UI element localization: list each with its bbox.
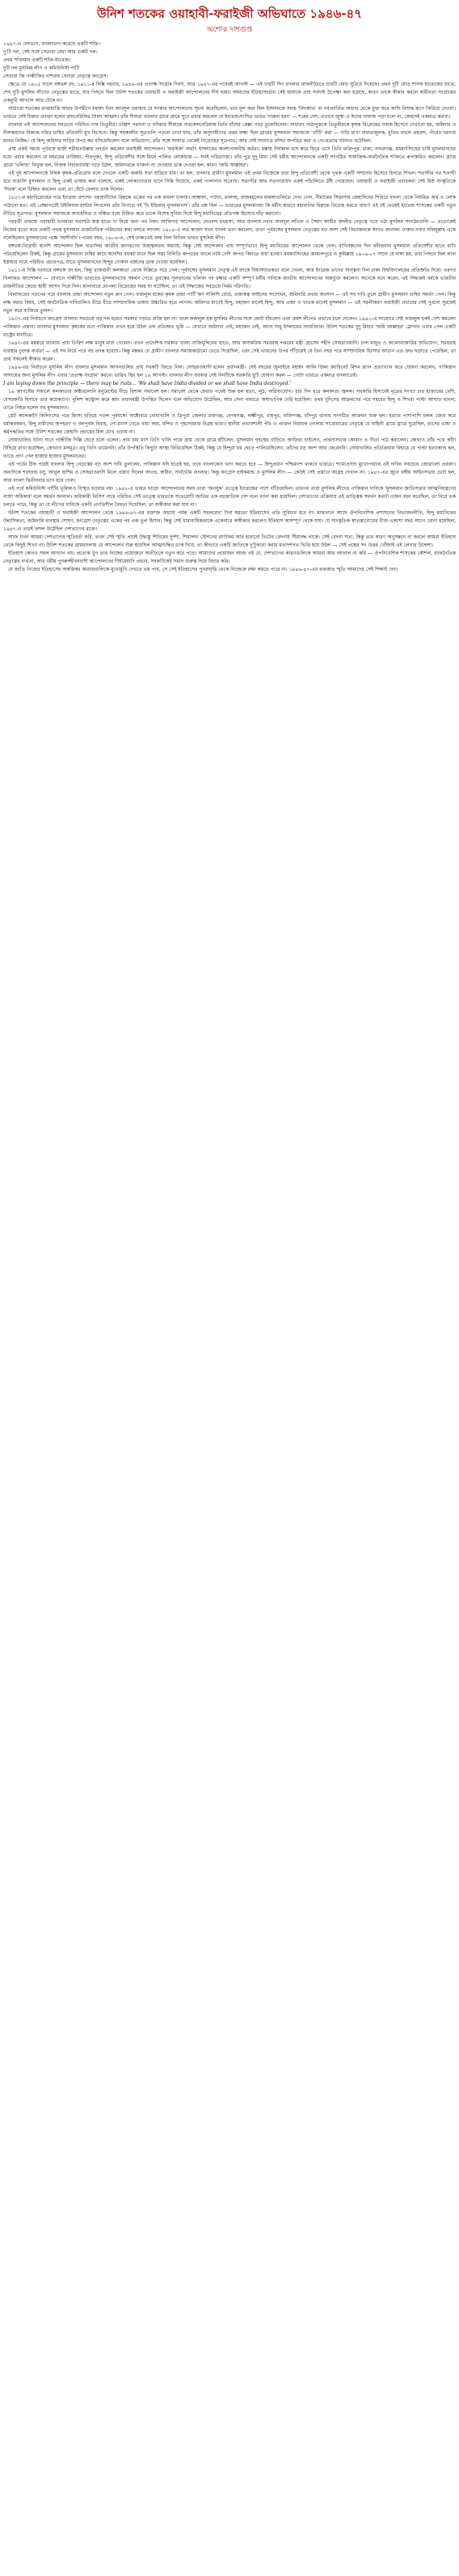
english-quote: I am laying down the principle — there may be riots... 'We shall have India divided or we shall have India destroyed.' xyxy=(3,381,292,386)
closing-paragraph: ইতিহাস কোনও সরল আখ্যান নয়। প্রত্যেক যুগ তার নিজের প্রয়োজনে অতীতকে নতুন করে পড়ে। আমাদের প্রয়োজন আজ এই যে, দেশভাগের কারণগুলিকে আমরা আর আড়াল না করি — ঔপনিবেশিক শাসকের কৌশল, রাজনৈতিক নেতৃত্বের ব্যর্থতা, আর ধর্মীয় পুনরুজ্জীবনবাদী আন্দোলনের দীর্ঘমেয়াদি প্রভাব, সবকটিকেই সমান গুরুত্ব দিয়ে বিচার করি। xyxy=(3,551,456,564)
body-paragraph: খিলাফতের পতনের পরে বাংলায় প্রজা আন্দোলন নতুন রূপ পেল। ফজলুল হকের কৃষক প্রজা পার্টি ঋণ সালিশি বোর্ড, প্রজাস্বত্ব আইনের সংশোধন, জমিদারি প্রথার অবসান — এই সব দাবি তুলে গ্রামীণ মুসলমান চাষির সমর্থন পেল। কিন্তু লক্ষ করার বিষয়, সেই অর্থনৈতিক দাবিগুলিও ধীরে ধীরে সাম্প্রদায়িক ভাষায় উচ্চারিত হতে লাগল। জমিদার মানেই হিন্দু, মহাজন মানেই হিন্দু, আর প্রজা ও খাতক মানেই মুসলমান — এই সরলীকরণ ফরাইজী প্রচারের সেই পুরনো সুরকেই নতুন করে বাজিয়ে তুলল। xyxy=(3,292,456,314)
body-paragraph: আঠারো শতকের মাঝামাঝি আরব উপদ্বীপে মহম্মদ ইবন আবদুল ওয়াহাব যে সংস্কার আন্দোলনের সূচনা করেছিলেন, তার মূল কথা ছিল ইসলামকে সমস্ত 'বিদআত' বা নবপ্রবর্তিত আচার থেকে মুক্ত করে আদি বিশুদ্ধ রূপে ফিরিয়ে নেওয়া। ভারতে সেই চিন্তার প্রবক্তা হলেন রায়বেরিলির সৈয়দ আহমদ। তাঁর শিষ্যরা বাংলার গ্রামে গ্রামে ঘুরে প্রচার করলেন যে ইংরেজ-শাসিত ভারত 'দারুল হরব' — শত্রুর দেশ; এখানে জুম্মা ও ঈদের নামাজ পড়া চলে না, জেহাদই একমাত্র কর্তব্য। xyxy=(3,106,456,120)
body-paragraph: প্রায় একই সময়ে পূর্ববঙ্গে হাজী শরীয়তউল্লাহ প্রবর্তন করলেন ফরাইজী আন্দোলন। 'ফরাইজ' অর্থাৎ ইসলামের অবশ্যপালনীয় কর্তব্য। মক্কায় দীর্ঘকাল বাস করে ফিরে এসে তিনি ফরিদপুর, ঢাকা, বাখরগঞ্জ, ময়মনসিংহের চাষি মুসলমানদের মধ্যে প্রচার করলেন যে মহরমের তাজিয়া, পীরপূজা, হিন্দু প্রতিবেশীর সঙ্গে মিলে পালিত লোকাচার — সবই পরিত্যাজ্য। তাঁর পুত্র দুদু মিয়া সেই ধর্মীয় আন্দোলনকে একটি সংগঠিত সামাজিক-অর্থনৈতিক শক্তিতে রূপান্তরিত করলেন। গ্রামে গ্রামে 'খলিফা' নিযুক্ত হল, নিজস্ব বিচারব্যবস্থা গড়ে উঠল, জমিদারকে খাজনা না দেওয়ার ডাক দেওয়া হল, কারণ 'জমি আল্লাহর'। xyxy=(3,146,456,168)
body-paragraph: ১৯৩৭-এর নির্বাচনে কংগ্রেস বাংলায় সবচেয়ে বড় দল হয়েও সরকার গড়তে রাজি হল না। ফলে ফজলুল হক মুসলিম লীগের সঙ্গে জোট বাঁধলেন এবং ক্রমশ লীগের প্রভাবে চলে গেলেন। ১৯৪০-এ লাহোরে সেই ফজলুল হকই পেশ করলেন পাকিস্তান প্রস্তাব। বাংলার মুসলমান কৃষকের মনে পাকিস্তান তখন হয়ে উঠল এক প্রতিশ্রুত ভূমি — যেখানে জমিদার নেই, মহাজন নেই, আছে শুধু ইসলামের ন্যায়বিচার। উনিশ শতকের দুদু মিয়ার 'জমি আল্লাহর' স্লোগান এবার পেল একটি রাষ্ট্রের মানচিত্র। xyxy=(3,316,456,338)
article-body xyxy=(3,40,456,574)
body-paragraph: এই পর্বে কমিউনিস্ট পার্টির ভূমিকাও বিস্মৃত হওয়ার নয়। ১৯৪২-এ ভারত ছাড়ো আন্দোলনের সময় তারা 'জনযুদ্ধ' তত্ত্বে ইংরেজের পাশে দাঁড়িয়েছিল। তারপর তারা মুসলিম লীগের পাকিস্তান দাবিকে 'মুসলমান জাতিসত্তার আত্মনিয়ন্ত্রণের ন্যায্য অধিকার' বলে সমর্থন জানাল। অধিকারী থিসিস নামে পরিচিত সেই তত্ত্বে ভারতকে সতেরোটি জাতির এক বহুজাতিক দেশ বলে বর্ণনা করা হয়েছিল। দেশভাগের প্রক্রিয়ায় এই তাত্ত্বিক সমর্থন কতটা ওজন বহন করেছিল, তা নিয়ে তর্ক চলতে পারে, কিন্তু তা যে লীগের দাবিকে একটি প্রগতিশীল বৈধতা দিয়েছিল, তা অস্বীকার করা যায় না। xyxy=(3,486,456,508)
body-paragraph: এই দুই আন্দোলনকে নিছক কৃষক-প্রতিরোধ বলে দেখলে একটি জরুরি সত্য হারিয়ে যায়। তা হল, বাংলার গ্রামীণ মুসলমান এই প্রথম নিজেকে তার হিন্দু প্রতিবেশী থেকে পৃথক একটি সম্প্রদায় হিসেবে চিনতে শিখল। শতাব্দীর পর শতাব্দী ধরে বাঙালি মুসলমান ও হিন্দু একই ভাষায় কথা বলেছে, একই লোকদেবতার থানে সিন্নি দিয়েছে, একই পালাগান শুনেছে। সত্যপীর আর সত্যনারায়ণ একই পাঁচালিতে ঠাঁই পেয়েছেন। ওয়াহাবী ও ফরাইজী প্রচারকরা সেই মিশ্র সংস্কৃতিকে 'শিরক' বলে চিহ্নিত করলেন এবং তা ছেঁটে ফেলার ডাক দিলেন। xyxy=(3,171,456,192)
body-paragraph: ১৯১১-য় দিল্লি দরবারে বঙ্গভঙ্গ রদ হল, কিন্তু রাজধানী কলকাতা থেকে দিল্লিতে সরে গেল। পূর্ববঙ্গের মুসলমান নেতৃত্ব এই রদকে বিশ্বাসঘাতকতা বলে দেখল, আর ইংরেজ তাদের সান্ত্বনা দিল ঢাকা বিশ্ববিদ্যালয়ের প্রতিশ্রুতি দিয়ে। এরপর খিলাফত আন্দোলন — যেখানে গান্ধীজি ভারতের মুসলমানদের সমর্থন পেতে তুরস্কের সুলতানের খলিফা পদ রক্ষার একটি সম্পূর্ণ ধর্মীয় দাবিকে জাতীয় আন্দোলনের অন্তর্ভুক্ত করলেন। অনেকে মনে করেন, এই সিদ্ধান্তই ধর্মকে ভারতীয় রাজনীতির কেন্দ্রে স্থায়ী আসন দিয়ে দিল। মালাবারে মোপলা বিদ্রোহের সময় যা ঘটেছিল, তা এই সিদ্ধান্তের সবচেয়ে নির্মম পরিণতি। xyxy=(3,268,456,289)
body-paragraph: ১৯৪৩-এর মন্বন্তরে বাংলায় প্রায় তিরিশ লক্ষ মানুষ মারা গেলেন। তখন প্রাদেশিক সরকার খাজা নাজিমুদ্দিনের হাতে, আর অসামরিক সরবরাহ দপ্তরের মন্ত্রী হোসেন শহীদ সোহরাওয়ার্দি। চাল মজুত ও কালোবাজারির অভিযোগ, সরবরাহ ব্যবস্থার চূড়ান্ত ব্যর্থতা — এই সব নিয়ে পরে বহু তদন্ত হয়েছে। কিন্তু মন্বন্তর যে গ্রামীণ বাংলার সমাজকাঠামো ভেঙে দিয়েছিল, এবং সেই ভাঙনের উপর দাঁড়িয়েই যে তিন বছর পরে সাম্প্রদায়িক হিংসার আগুন এত দ্রুত ছড়াতে পেরেছিল, তা প্রায় সকলেই স্বীকার করেন। xyxy=(3,340,456,362)
article-title: উনিশ শতকের ওয়াহাবী-ফরাইজী অভিঘাতে ১৯৪৬-৪৭ xyxy=(96,6,362,21)
epigraph-line: দুটি দল মুসলিম লীগ ও কমিউনিস্ট পার্টি xyxy=(3,65,80,71)
body-paragraph: উনিশ শতকের ওয়াহাবী ও ফরাইজী আন্দোলন থেকে ১৯৪৬-৪৭-এর রক্তাক্ত অধ্যায় পর্যন্ত একটি সরলরেখা টানা হয়তো ইতিহাসের প্রতি সুবিচার হবে না। মাঝখানে আছে ঔপনিবেশিক প্রশাসনের বিভাজননীতি, হিন্দু মধ্যবিত্তের উন্নাসিকতা, জমিদারি ব্যবস্থার শোষণ, কংগ্রেস নেতৃত্বের একের পর এক ভুল হিসাব। কিন্তু সেই ধারাবাহিকতাকে একেবারে অস্বীকার করলেও ইতিহাস অসম্পূর্ণ থেকে যায়। যে সাংস্কৃতিক স্বাতন্ত্র্যবোধের বীজ একশো বছর আগে বোনা হয়েছিল, ১৯৪৭-এ তারই ফসল উঠেছিল দেশভাগের রক্তে। xyxy=(3,510,456,532)
body-paragraph: ক্ষেত্রে যে ১৯০৫ সালে বঙ্গভঙ্গ রদ, ১৯১১-র দিল্লি দরবার, ১৯৪৬-এর প্রত্যক্ষ সংগ্রাম দিবস, আর ১৯৪৭-এর পনেরই আগস্ট — এই চারটি দিন বাংলার রাজনীতিতে চারটি মোড় ঘুরিয়ে দিয়েছে। প্রথম দুটি মোড় শাসক ইংরেজের হাতে; শেষ দুটি মুসলিম লীগের নেতৃত্বের হাতে, যার পিছনে ছিল উনিশ শতকের ওয়াহাবী ও ফরাইজী আন্দোলনের দীর্ঘ ছায়া। আমাদের ইতিহাসচর্চায় সেই ছায়াকে প্রায় সর্বদাই উপেক্ষা করা হয়েছে, কারণ তাকে স্বীকার করলে স্বাধীনতা সংগ্রামের একমুখী আখ্যান আর টেকে না। xyxy=(3,82,456,103)
body-paragraph: বাংলায় এই আন্দোলনের সবচেয়ে পরিচিত নাম তিতুমীর। চব্বিশ পরগনা ও নদিয়ার সীমান্তে নারকেলবেড়িয়ায় তিনি বাঁশের কেল্লা গড়ে তুলেছিলেন। সাধারণ পাঠ্যপুস্তকে তিতুমীরকে কৃষক বিদ্রোহের নায়ক হিসেবে দেখানো হয়, জমিদার ও নীলকরদের বিরুদ্ধে দরিদ্র চাষির প্রতিবাদী মুখ হিসেবে। কিন্তু সমকালীন সূত্রগুলি পড়লে দেখা যায়, তাঁর অনুগামীদের প্রথম লক্ষ্য ছিল গ্রামের মুসলমান সমাজকে 'খাঁটি' করা — দাড়ি রাখা বাধ্যতামূলক, ধুতির বদলে তহবন্দ, পীরের দরগায় মানত নিষিদ্ধ। যে হিন্দু জমিদার দাড়ির উপর কর বসিয়েছিলেন বলে অভিযোগ, তাঁর সঙ্গে সংঘাত থেকেই বিদ্রোহের সূত্রপাত; আর সেই সংঘাতে মন্দির অপবিত্র করা ও গো-হত্যার ঘটনাও ঘটেছিল। xyxy=(3,122,456,144)
body-paragraph: ১৯৪৬-এর নির্বাচনে মুসলিম লীগ বাংলার মুসলমান আসনগুলির প্রায় সবকটি জিতে নিল। সোহরাওয়ার্দি হলেন প্রধানমন্ত্রী। সেই বছরের জুলাইয়ে মহম্মদ আলি জিন্না ক্যাবিনেট মিশন প্ল্যান প্রত্যাখ্যান করে ঘোষণা করলেন, পাকিস্তান আদায়ের জন্য মুসলিম লীগ এবার 'প্রত্যক্ষ সংগ্রাম' করবে। তারিখ স্থির হল ১৬ আগস্ট। বাংলার লীগ সরকার সেই দিনটিকে সরকারি ছুটি ঘোষণা করল — গোটা ভারতে একমাত্র বাংলাতেই। xyxy=(3,365,456,378)
body-paragraph: পরবর্তী প্রজন্মে ওয়াহাবী ভাবধারা সরাসরি অস্ত্র হাতে না নিয়ে অন্য পথ নিল। আলিগড় আন্দোলন, দেওবন্দ মাদ্রাসা, আর বাংলায় নবাব আবদুল লতিফ ও সৈয়দ আমীর আলীর নেতৃত্বে গড়ে ওঠা মুসলিম সংগঠনগুলি — প্রত্যেকেই নিজের মতো করে একটি পৃথক মুসলমান রাজনৈতিক পরিচয়ের কথা বলতে লাগল। ১৯০৫-এ লর্ড কার্জন যখন বাংলা ভাগ করলেন, তখন পূর্ববঙ্গের মুসলমান নেতৃত্বের বড় অংশ সেই বিভাজনকে স্বাগত জানাল। ঢাকার নবাব সলিমুল্লাহ একে বলেছিলেন মুসলমানের পক্ষে 'আশীর্বাদ'। পরের বছর, ১৯০৬-এ, সেই ঢাকাতেই জন্ম নিল নিখিল ভারত মুসলিম লীগ। xyxy=(3,219,456,241)
article-author: অশোক দাশগুপ্ত xyxy=(206,26,253,34)
body-paragraph: গ্রেট ক্যালকাটা কিলিংসের পরে হিংসা ছড়িয়ে পড়ল পূর্ববঙ্গে। অক্টোবরে নোয়াখালি ও ত্রিপুরা জেলার রামগঞ্জ, বেগমগঞ্জ, লক্ষ্মীপুর, রায়পুর, ফরিদগঞ্জ, চাঁদপুর থানায় সংগঠিত আক্রমণ শুরু হল। হত্যার পাশাপাশি চলল জোর করে ধর্মান্তরকরণ, হিন্দু নারীদের অপহরণ ও বলপূর্বক বিবাহ, গো-মাংস খেতে বাধ্য করা, মন্দির ও গৃহদেবতার বিগ্রহ ভাঙা। স্থানীয় প্রভাবশালী পীর ও প্রাক্তন বিধায়ক গোলাম সারোয়ারের নেতৃত্বে যে বাহিনী গ্রামে গ্রামে ঘুরেছিল, তাদের ভাষা ও কর্মপদ্ধতির সঙ্গে উনিশ শতকের জেহাদি প্রচারের মিল চোখ এড়ায় না। xyxy=(3,413,456,435)
body-paragraph: ১৬ আগস্টের সকালে কলকাতার অক্টারলোনি মনুমেন্টের নীচে বিশাল সমাবেশ হল। সমাবেশ থেকে ফেরার পথেই শুরু হল হত্যা, লুঠ, অগ্নিসংযোগ। চার দিন ধরে কলকাতা জ্বলল। সরকারি হিসাবেই মৃতের সংখ্যা চার হাজারের বেশি, বেসরকারি হিসাবে তার কয়েকগুণ। পুলিশ কন্ট্রোল রুমে স্বয়ং প্রধানমন্ত্রী উপস্থিত ছিলেন বলে অভিযোগ উঠেছিল, আর সেনা নামাতে অস্বাভাবিক দেরি হয়েছিল। প্রথম দুদিনের আক্রমণের পরে শহরের হিন্দু ও শিখরা পাল্টা আঘাত হানল; তাতে নিহত হলেন বহু মুসলমানও। xyxy=(3,389,456,411)
epigraph-line: ১৯৪৭-এ দেশভাগ, বাংলাভাগ করেছে একটি শক্তি। xyxy=(3,41,100,47)
epigraph-line: সেতারা জি গান্ধীজির বাশবায় সেনারা নেতৃত্বে কংগ্রেস। xyxy=(3,74,108,79)
body-paragraph: আজ যখন আমরা দেশভাগের স্মৃতিচর্চা করি, তখন সেই স্মৃতি প্রায়ই উদ্বাস্তু শিবিরের দুর্দশা, শিয়ালদা স্টেশনের প্ল্যাটফর্ম আর হারানো ভিটের বেদনায় সীমাবদ্ধ থাকে। সেই বেদনা সত্য, কিন্তু তার কারণ অনুসন্ধান না করলে আমরা ইতিহাস থেকে কিছুই শিখব না। উনিশ শতকের গ্রামবাংলায় যে আন্দোলন শুরু হয়েছিল আত্মশুদ্ধির ডাক দিয়ে, তা কীভাবে একটি জাতিকে দু'টুকরো করার মতাদর্শগত ভিত্তি হয়ে উঠল — সেই প্রশ্নের সৎ উত্তর খোঁজাই এই লেখার উদ্দেশ্য। xyxy=(3,534,456,548)
body-paragraph: এই পর্বের ঠিক পরেই বাংলার হিন্দু নেতৃত্বের বড় অংশ দাবি তুললেন, পাকিস্তান যদি হতেই হয়, তবে বাংলাকেও ভাগ করতে হবে — হিন্দুপ্রধান পশ্চিমাংশ থাকবে ভারতে। শ্যামাপ্রসাদ মুখোপাধ্যায় এই দাবির সবচেয়ে জোরালো প্রবক্তা। অন্যদিকে শরৎচন্দ্র বসু, আবুল হাশিম ও সোহরাওয়ার্দি মিলে প্রস্তাব দিলেন অখণ্ড, স্বাধীন, সার্বভৌম বাংলার। কিন্তু কংগ্রেস হাইকমান্ড ও মুসলিম লীগ — কেউই সেই প্রস্তাবে আগ্রহ দেখাল না। ১৯৪৭-এর জুনে বঙ্গীয় আইনসভায় ভোট হল, আর বাংলা দ্বিতীয়বার ভাগ হয়ে গেল। xyxy=(3,462,456,484)
body-paragraph: ১৮৫৭-র মহাবিদ্রোহের পরে ইংরেজ প্রশাসন ওয়াহাবীদের বিরুদ্ধে একের পর এক মামলা চালায়। আম্বালা, পাটনা, মালদহ, রাজমহলের মামলাগুলিতে দেখা গেল, সীমান্তের সিত্তানায় জেহাদিদের শিবিরে বাংলা থেকে নিয়মিত অর্থ ও লোক পাঠানো হত। এই প্রেক্ষাপটেই উইলিয়াম হান্টার লিখলেন তাঁর বিখ্যাত বই 'দি ইন্ডিয়ান মুসলমানস'। তাঁর প্রশ্ন ছিল — ভারতের মুসলমানরা কি ধর্মীয় কারণে মহারানির বিরুদ্ধে বিদ্রোহ করতে বাধ্য? এই বই থেকেই ইংরেজ শাসকের একটি নতুন নীতির সূত্রপাত: মুসলমান সমাজকে অবহেলিত ও বঞ্চিত বলে চিহ্নিত করে তাকে বিশেষ সুবিধা দিয়ে হিন্দু মধ্যবিত্তের প্রতিপক্ষ হিসেবে দাঁড় করানো। xyxy=(3,195,456,217)
epigraph-line: প্রথম শক্তিমান একটি শক্তি-ইংরেজ। xyxy=(3,57,71,63)
body-paragraph: বঙ্গভঙ্গ-বিরোধী স্বদেশি আন্দোলন ছিল বাঙালির জাতীয় জাগরণের উজ্জ্বলতম অধ্যায়, কিন্তু সেই আন্দোলন প্রায় সম্পূর্ণভাবে হিন্দু মধ্যবিত্তের আন্দোলন থেকে গেল। রাখিবন্ধনের দিন রবীন্দ্রনাথ মুসলমান প্রতিবেশীর হাতে রাখি পরিয়েছিলেন ঠিকই, কিন্তু গ্রামের মুসলমান চাষির কাছে স্বদেশির বয়কট মানে ছিল সস্তা বিলিতি কাপড়ের বদলে দামি দেশি কাপড় কিনতে বাধ্য হওয়া। ময়মনসিংহের জামালপুরে ও কুমিল্লায় ১৯০৬-০৭ সালে যে দাঙ্গা হয়, তার পিছনে ছিল লাল ইস্তাহার নামে পরিচিত প্রচারপত্র, যাতে মুসলমানদের হিন্দুর দোকান বর্জনের ডাক দেওয়া হয়েছিল। xyxy=(3,243,456,265)
body-paragraph: নোয়াখালির ঘটনা শুনে গান্ধীজি দিল্লি ছেড়ে চলে এলেন। প্রায় চার মাস তিনি খালি পায়ে গ্রাম থেকে গ্রামে হাঁটলেন, মুসলমান গৃহস্থের বাড়িতে আতিথ্য চাইলেন, প্রার্থনাসভায় কোরান ও গীতা পাঠ করালেন। কোথাও তাঁর পথে কাঁটা বিছিয়ে রাখা হয়েছিল, কোথাও মলমূত্র। তবু তিনি থামেননি। তাঁর উপস্থিতি কিছুটা আস্থা ফিরিয়েছিল ঠিকই, কিন্তু যে হিন্দুরা ঘর ছেড়ে পালিয়েছিলেন, তাঁদের বড় অংশ আর ফেরেননি। নোয়াখালির প্রতিক্রিয়ায় বিহারে যে পাল্টা হত্যাকাণ্ড হল, তাতে প্রাণ গেল হাজার হাজার মুসলমানের। xyxy=(3,437,456,459)
epigraph-line: দু'টি দল, সেই সঙ্গে সেতারা বেধা আর একটি দল। xyxy=(3,49,98,55)
closing-paragraph: যে জাতি নিজের ইতিহাসের অস্বস্তিকর অধ্যায়গুলিকে মুখোমুখি দেখতে ভয় পায়, সে সেই ইতিহাসের পুনরাবৃত্তি থেকে নিজেকে রক্ষা করতে পারে না। ১৯৪৬-৪৭-এর রক্তস্নাত স্মৃতি আমাদের সেই শিক্ষাই দেয়। xyxy=(8,567,398,572)
